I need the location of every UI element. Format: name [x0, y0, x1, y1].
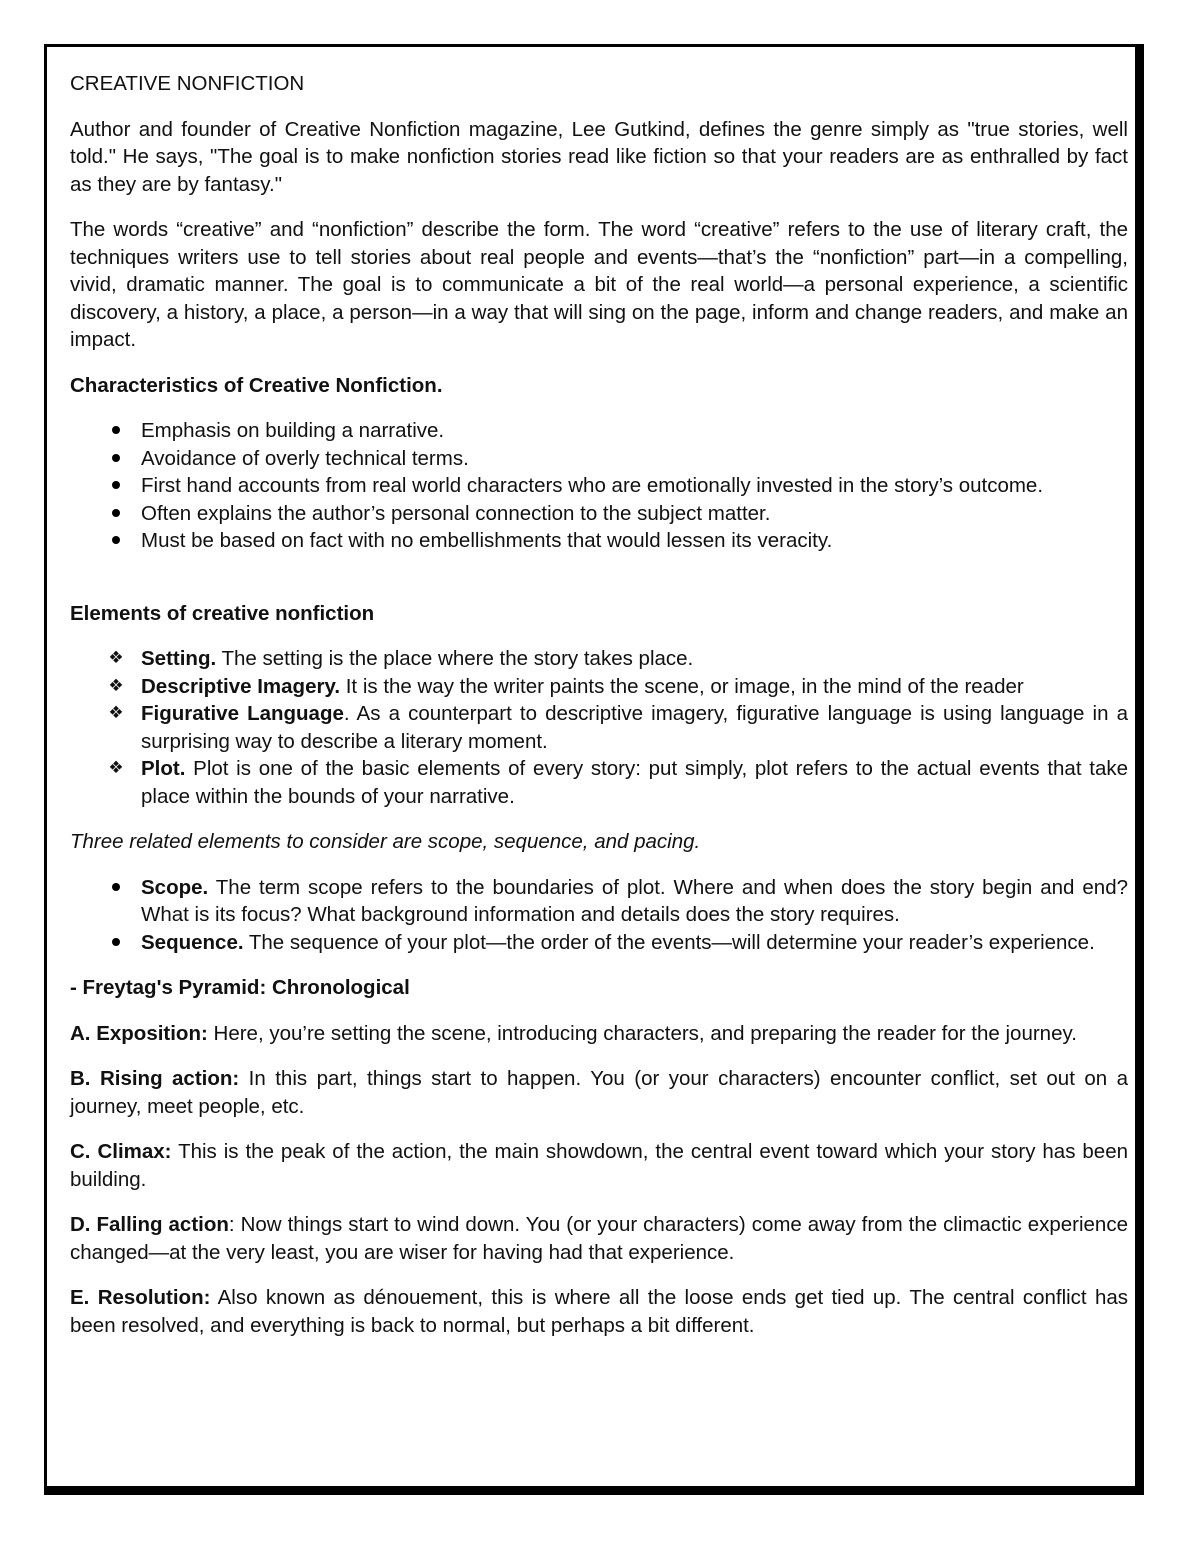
list-item: Must be based on fact with no embellishments that would lessen its veracity.	[70, 527, 1128, 555]
list-item: Scope. The term scope refers to the boundaries of plot. Where and when does the story begin and end? What is its focus? What background information and details does the story requires.	[70, 874, 1128, 929]
diamond-bullet-icon: ❖	[108, 648, 124, 668]
list-item: Emphasis on building a narrative.	[70, 417, 1128, 445]
elements-list	[70, 645, 1128, 810]
bullet-icon	[106, 874, 126, 902]
characteristics-list	[70, 417, 1128, 555]
page-title: CREATIVE NONFICTION	[70, 72, 305, 95]
list-item: ❖ Setting. The setting is the place where the story takes place.	[70, 645, 1128, 673]
pyramid-stage-exposition: A. Exposition: Here, you’re setting the scene, introducing characters, and preparing the reader for the journey.	[70, 1021, 1077, 1045]
bullet-icon	[106, 472, 126, 500]
diamond-bullet-icon: ❖	[108, 758, 124, 778]
bullet-icon	[106, 527, 126, 555]
document-body	[70, 70, 1128, 1357]
elements-heading: Elements of creative nonfiction	[70, 601, 375, 625]
related-note: Three related elements to consider are scope, sequence, and pacing.	[70, 830, 701, 853]
bullet-icon	[106, 417, 126, 445]
list-item: Sequence. The sequence of your plot—the order of the events—will determine your reader’s experience.	[70, 929, 1128, 957]
list-item: ❖ Descriptive Imagery. It is the way the writer paints the scene, or image, in the mind of the reader	[70, 673, 1128, 701]
pyramid-stage-resolution: E. Resolution: Also known as dénouement, this is where all the loose ends get tied up. The central conflict has been resolved, and everything is back to normal, but perhaps a bit different.	[70, 1286, 1128, 1337]
diamond-bullet-icon: ❖	[108, 675, 124, 696]
list-item: Often explains the author’s personal connection to the subject matter.	[70, 500, 1128, 528]
bullet-icon	[106, 500, 126, 528]
bullet-icon	[106, 929, 126, 957]
intro-paragraph-2: The words “creative” and “nonfiction” describe the form. The word “creative” refers to the use of literary craft, the techniques writers use to tell stories about real people and events—that’s the “nonfiction” part—in a compelling, vivid, dramatic manner. The goal is to communicate a bit of the real world—a personal experience, a scientific discovery, a history, a place, a person—in a way that will sing on the page, inform and change readers, and make an impact.	[70, 218, 1128, 351]
pyramid-heading: - Freytag's Pyramid: Chronological	[70, 976, 410, 999]
list-item: ❖ Plot. Plot is one of the basic elements of every story: put simply, plot refers to the actual events that take place within the bounds of your narrative.	[70, 755, 1128, 810]
bullet-icon	[106, 445, 126, 473]
pyramid-stage-rising-action: B. Rising action: In this part, things start to happen. You (or your characters) encounter conflict, set out on a journey, meet people, etc.	[70, 1067, 1128, 1118]
list-item: Avoidance of overly technical terms.	[70, 445, 1128, 473]
pyramid-stage-falling-action: D. Falling action: Now things start to wind down. You (or your characters) come away from the climactic experience changed—at the very least, you are wiser for having had that experience.	[70, 1213, 1128, 1264]
characteristics-heading: Characteristics of Creative Nonfiction.	[70, 373, 443, 397]
diamond-bullet-icon: ❖	[108, 703, 124, 723]
related-elements-list	[70, 874, 1128, 957]
intro-paragraph-1: Author and founder of Creative Nonfiction magazine, Lee Gutkind, defines the genre simply as "true stories, well told." He says, "The goal is to make nonfiction stories read like fiction so that your readers are as enthralled by fact as they are by fantasy."	[70, 117, 1128, 196]
list-item: First hand accounts from real world characters who are emotionally invested in the story’s outcome.	[70, 472, 1128, 500]
list-item: ❖ Figurative Language. As a counterpart to descriptive imagery, figurative language is using language in a surprising way to describe a literary moment.	[70, 700, 1128, 755]
pyramid-stage-climax: C. Climax: This is the peak of the action, the main showdown, the central event toward which your story has been building.	[70, 1140, 1129, 1191]
